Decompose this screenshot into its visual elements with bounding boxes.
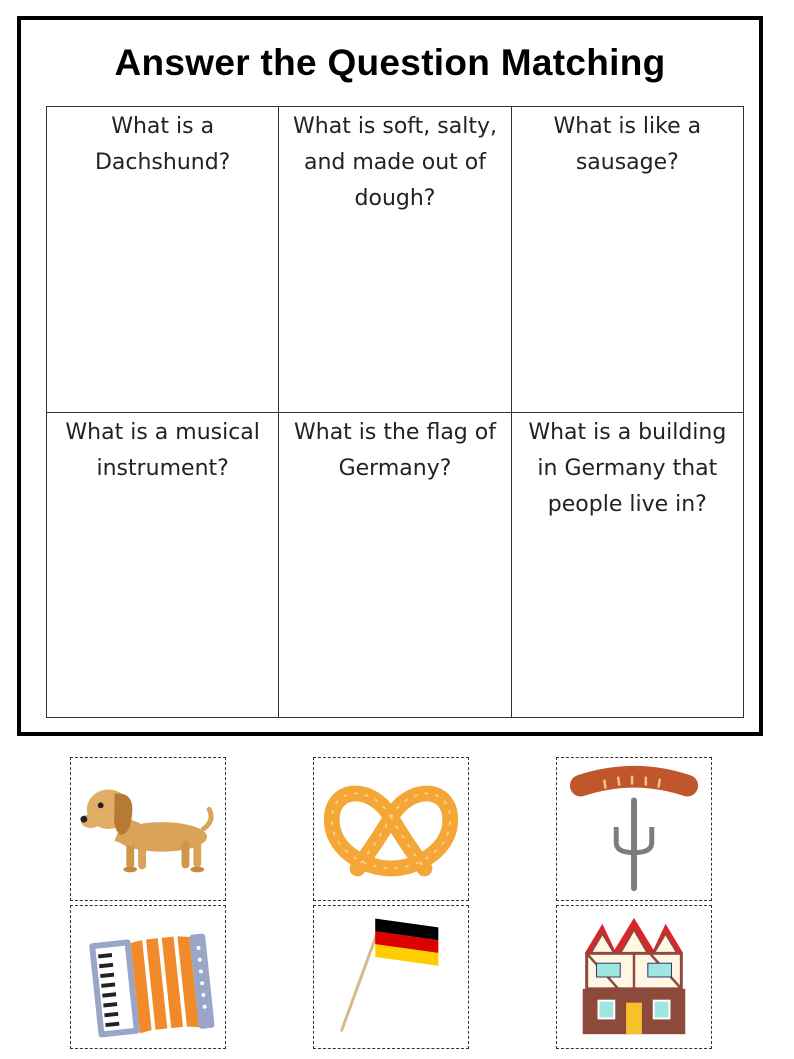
question-text: What is soft, salty, and made out of dough? [293,114,497,211]
question-text: What is the flag of Germany? [294,419,496,481]
flag-card[interactable] [313,905,469,1049]
accordion-card[interactable] [70,905,226,1049]
dachshund-icon [71,758,225,900]
question-text: What is a building in Germany that people live in? [528,419,727,517]
house-card[interactable] [556,905,712,1049]
question-text: What is a Dachshund? [94,114,231,175]
accordion-icon [71,906,225,1048]
worksheet-title: Answer the Question Matching [114,42,666,83]
half-timbered-house-icon [557,906,711,1048]
germany-flag-icon [314,906,468,1048]
question-text: What is like a sausage? [553,114,702,175]
question-text: What is a musical instrument? [65,419,260,481]
sausage-on-fork-icon [557,758,711,900]
pretzel-icon [314,758,468,900]
dachshund-card[interactable] [70,757,226,901]
pretzel-card[interactable] [313,757,469,901]
sausage-card[interactable] [556,757,712,901]
